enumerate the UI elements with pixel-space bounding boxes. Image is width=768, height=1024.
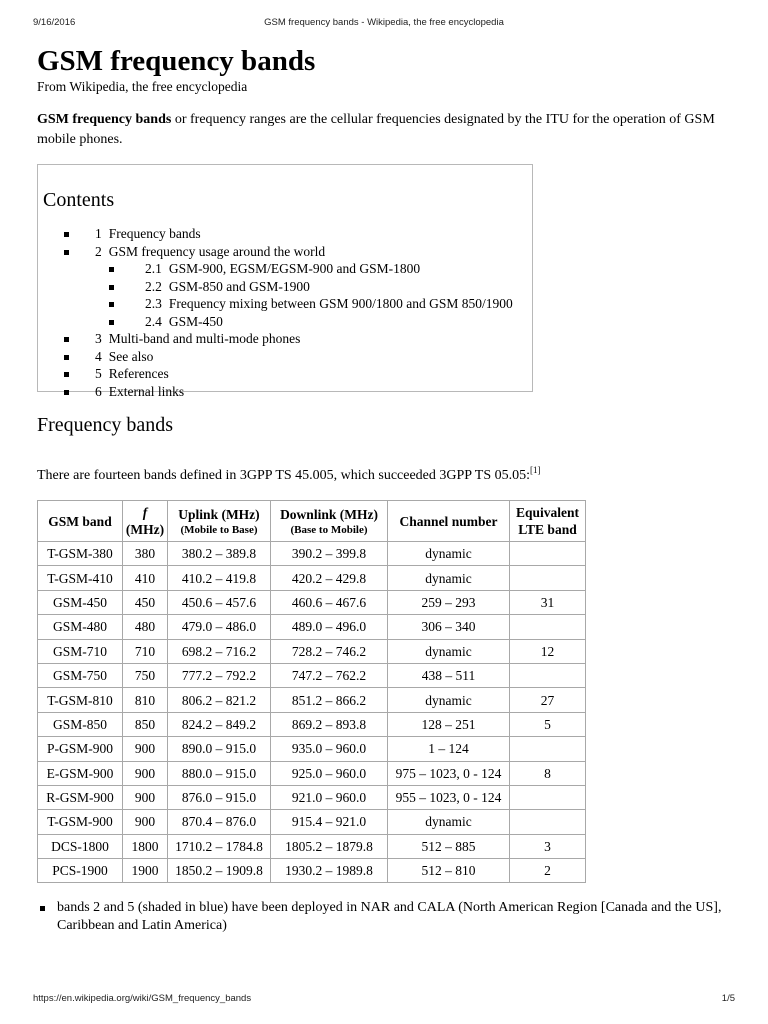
table-row [38, 566, 586, 590]
cell-uplink: 824.2 – 849.2 [168, 712, 271, 736]
cell-uplink: 380.2 – 389.8 [168, 542, 271, 566]
cell-channel-number: dynamic [388, 688, 510, 712]
toc-item[interactable] [43, 313, 532, 331]
toc-item-label[interactable]: GSM-850 and GSM-1900 [168, 278, 310, 294]
header-uplink-label: Uplink (MHz) [178, 506, 260, 522]
print-date: 9/16/2016 [33, 17, 76, 28]
cell-gsm-band: T-GSM-900 [38, 810, 123, 834]
cell-downlink: 869.2 – 893.8 [271, 712, 388, 736]
cell-lte-band [510, 566, 586, 590]
cell-frequency: 410 [123, 566, 168, 590]
notes-list [37, 899, 737, 935]
cell-lte-band: 31 [510, 590, 586, 614]
header-uplink-sub: (Mobile to Base) [180, 523, 258, 536]
cell-uplink: 450.6 – 457.6 [168, 590, 271, 614]
toc-item-number: 1 [95, 226, 102, 241]
cell-frequency: 900 [123, 785, 168, 809]
cell-uplink: 479.0 – 486.0 [168, 615, 271, 639]
bullet-icon [64, 232, 69, 237]
cell-uplink: 870.4 – 876.0 [168, 810, 271, 834]
cell-downlink: 747.2 – 762.2 [271, 663, 388, 687]
toc-list [43, 225, 532, 400]
lead-bold-term: GSM frequency bands [37, 112, 172, 127]
header-downlink-sub: (Base to Mobile) [290, 523, 368, 536]
table-row [38, 590, 586, 614]
cell-lte-band: 2 [510, 859, 586, 883]
table-row [38, 737, 586, 761]
section-heading: Frequency bands [37, 414, 174, 436]
toc-item-number: 2.3 [145, 296, 162, 311]
toc-item[interactable] [43, 295, 532, 313]
cell-gsm-band: R-GSM-900 [38, 785, 123, 809]
cell-channel-number: 1 – 124 [388, 737, 510, 761]
print-footer [33, 993, 735, 1007]
table-row [38, 834, 586, 858]
cell-frequency: 810 [123, 688, 168, 712]
reference-link[interactable]: [1] [530, 465, 541, 475]
cell-downlink: 915.4 – 921.0 [271, 810, 388, 834]
toc-title: Contents [43, 189, 115, 211]
cell-channel-number: 438 – 511 [388, 663, 510, 687]
note-item [37, 899, 737, 935]
cell-frequency: 900 [123, 737, 168, 761]
header-frequency-symbol: f [142, 505, 148, 520]
table-row [38, 785, 586, 809]
header-channel-number: Channel number [388, 501, 510, 542]
cell-lte-band [510, 810, 586, 834]
bullet-icon [109, 285, 114, 290]
bullet-icon [64, 250, 69, 255]
toc-item-number: 2 [95, 243, 102, 259]
header-frequency [123, 501, 168, 542]
toc-item-label[interactable]: GSM frequency usage around the world [108, 243, 326, 259]
cell-uplink: 890.0 – 915.0 [168, 737, 271, 761]
cell-channel-number: dynamic [388, 542, 510, 566]
cell-uplink: 698.2 – 716.2 [168, 639, 271, 663]
table-row [38, 663, 586, 687]
print-header [33, 17, 735, 31]
cell-downlink: 1930.2 – 1989.8 [271, 859, 388, 883]
toc-item-label[interactable]: References [108, 366, 169, 381]
section-intro-text: There are fourteen bands defined in 3GPP TS 45.005, which succeeded 3GPP TS 05.05: [37, 468, 531, 483]
toc-item-number: 3 [95, 331, 102, 346]
cell-channel-number: 306 – 340 [388, 615, 510, 639]
cell-downlink: 851.2 – 866.2 [271, 688, 388, 712]
table-row [38, 688, 586, 712]
header-frequency-unit: (MHz) [125, 522, 165, 537]
cell-frequency: 380 [123, 542, 168, 566]
toc-item[interactable] [43, 278, 532, 296]
cell-downlink: 420.2 – 429.8 [271, 566, 388, 590]
cell-uplink: 876.0 – 915.0 [168, 785, 271, 809]
bullet-icon [109, 267, 114, 272]
table-row [38, 810, 586, 834]
bullet-icon [40, 906, 45, 911]
cell-gsm-band: T-GSM-410 [38, 566, 123, 590]
header-lte-band: Equivalent LTE band [510, 501, 586, 542]
cell-gsm-band: DCS-1800 [38, 834, 123, 858]
toc-item-number: 2.1 [145, 261, 162, 276]
article [37, 44, 737, 935]
header-uplink [168, 501, 271, 542]
bullet-icon [64, 390, 69, 395]
cell-lte-band: 3 [510, 834, 586, 858]
site-subtitle: From Wikipedia, the free encyclopedia [37, 79, 248, 94]
cell-downlink: 935.0 – 960.0 [271, 737, 388, 761]
print-url: https://en.wikipedia.org/wiki/GSM_frequency_bands [33, 993, 252, 1004]
toc-item-number: 2.2 [145, 278, 162, 294]
toc-item[interactable] [43, 243, 532, 261]
cell-channel-number: dynamic [388, 566, 510, 590]
header-gsm-band: GSM band [38, 501, 123, 542]
toc-item[interactable] [43, 260, 532, 278]
bullet-icon [64, 355, 69, 360]
cell-lte-band: 8 [510, 761, 586, 785]
table-row [38, 615, 586, 639]
print-page-title: GSM frequency bands - Wikipedia, the free encyclopedia [264, 17, 504, 28]
toc-item-label[interactable]: GSM-450 [168, 313, 223, 329]
table-row [38, 761, 586, 785]
print-page-number: 1/5 [721, 993, 735, 1004]
toc-item-label[interactable]: GSM-900, EGSM/EGSM-900 and GSM-1800 [168, 261, 421, 276]
cell-gsm-band: GSM-710 [38, 639, 123, 663]
table-row [38, 712, 586, 736]
frequency-bands-table [37, 500, 586, 883]
cell-uplink: 410.2 – 419.8 [168, 566, 271, 590]
toc-item[interactable] [43, 348, 532, 366]
page-title: GSM frequency bands [37, 45, 316, 77]
table-of-contents [37, 164, 533, 399]
cell-channel-number: 512 – 885 [388, 834, 510, 858]
toc-item-label[interactable]: Frequency mixing between GSM 900/1800 and GSM 850/1900 [168, 296, 513, 311]
table-header-row [38, 501, 586, 542]
cell-downlink: 390.2 – 399.8 [271, 542, 388, 566]
table-row [38, 542, 586, 566]
toc-item[interactable] [43, 383, 532, 401]
toc-item[interactable] [43, 330, 532, 348]
cell-downlink: 1805.2 – 1879.8 [271, 834, 388, 858]
cell-gsm-band: PCS-1900 [38, 859, 123, 883]
cell-downlink: 921.0 – 960.0 [271, 785, 388, 809]
toc-item-label[interactable]: External links [108, 383, 185, 399]
bullet-icon [64, 372, 69, 377]
section-intro [37, 460, 737, 486]
header-downlink [271, 501, 388, 542]
cell-channel-number: dynamic [388, 639, 510, 663]
note-text: bands 2 and 5 (shaded in blue) have been deployed in NAR and CALA (North American Region [Canada and the US], Caribbean and Latin America) [57, 900, 722, 934]
cell-channel-number: 259 – 293 [388, 590, 510, 614]
cell-uplink: 1710.2 – 1784.8 [168, 834, 271, 858]
cell-frequency: 850 [123, 712, 168, 736]
toc-item[interactable] [43, 225, 532, 243]
toc-item-label[interactable]: Frequency bands [108, 226, 201, 241]
header-downlink-label: Downlink (MHz) [280, 506, 378, 522]
toc-item-number: 6 [95, 383, 102, 399]
cell-downlink: 728.2 – 746.2 [271, 639, 388, 663]
lead-paragraph [37, 110, 737, 150]
cell-lte-band [510, 542, 586, 566]
cell-uplink: 806.2 – 821.2 [168, 688, 271, 712]
lead-text: or frequency ranges are the cellular frequencies designated by the ITU for the operation of GSM mobile phones. [37, 112, 715, 147]
cell-gsm-band: T-GSM-810 [38, 688, 123, 712]
cell-lte-band [510, 615, 586, 639]
cell-frequency: 710 [123, 639, 168, 663]
cell-frequency: 1900 [123, 859, 168, 883]
cell-frequency: 480 [123, 615, 168, 639]
cell-channel-number: 975 – 1023, 0 - 124 [388, 761, 510, 785]
bullet-icon [109, 302, 114, 307]
cell-frequency: 900 [123, 810, 168, 834]
cell-gsm-band: GSM-480 [38, 615, 123, 639]
cell-downlink: 925.0 – 960.0 [271, 761, 388, 785]
bullet-icon [109, 320, 114, 325]
cell-uplink: 1850.2 – 1909.8 [168, 859, 271, 883]
cell-channel-number: 128 – 251 [388, 712, 510, 736]
cell-lte-band [510, 663, 586, 687]
cell-lte-band [510, 737, 586, 761]
cell-uplink: 880.0 – 915.0 [168, 761, 271, 785]
cell-lte-band: 27 [510, 688, 586, 712]
cell-gsm-band: GSM-450 [38, 590, 123, 614]
cell-lte-band [510, 785, 586, 809]
cell-frequency: 750 [123, 663, 168, 687]
cell-channel-number: dynamic [388, 810, 510, 834]
table-body [38, 542, 586, 883]
cell-gsm-band: P-GSM-900 [38, 737, 123, 761]
cell-gsm-band: GSM-750 [38, 663, 123, 687]
cell-gsm-band: GSM-850 [38, 712, 123, 736]
cell-frequency: 1800 [123, 834, 168, 858]
toc-item-number: 2.4 [145, 313, 162, 329]
toc-item-label[interactable]: See also [108, 348, 154, 364]
cell-channel-number: 955 – 1023, 0 - 124 [388, 785, 510, 809]
table-row [38, 639, 586, 663]
cell-uplink: 777.2 – 792.2 [168, 663, 271, 687]
cell-downlink: 460.6 – 467.6 [271, 590, 388, 614]
cell-gsm-band: T-GSM-380 [38, 542, 123, 566]
cell-lte-band: 12 [510, 639, 586, 663]
cell-downlink: 489.0 – 496.0 [271, 615, 388, 639]
bullet-icon [64, 337, 69, 342]
table-row [38, 859, 586, 883]
cell-frequency: 900 [123, 761, 168, 785]
cell-lte-band: 5 [510, 712, 586, 736]
cell-channel-number: 512 – 810 [388, 859, 510, 883]
toc-item-number: 4 [95, 348, 102, 364]
toc-item-number: 5 [95, 366, 102, 381]
toc-item[interactable] [43, 365, 532, 383]
cell-frequency: 450 [123, 590, 168, 614]
toc-item-label[interactable]: Multi-band and multi-mode phones [108, 331, 301, 346]
cell-gsm-band: E-GSM-900 [38, 761, 123, 785]
